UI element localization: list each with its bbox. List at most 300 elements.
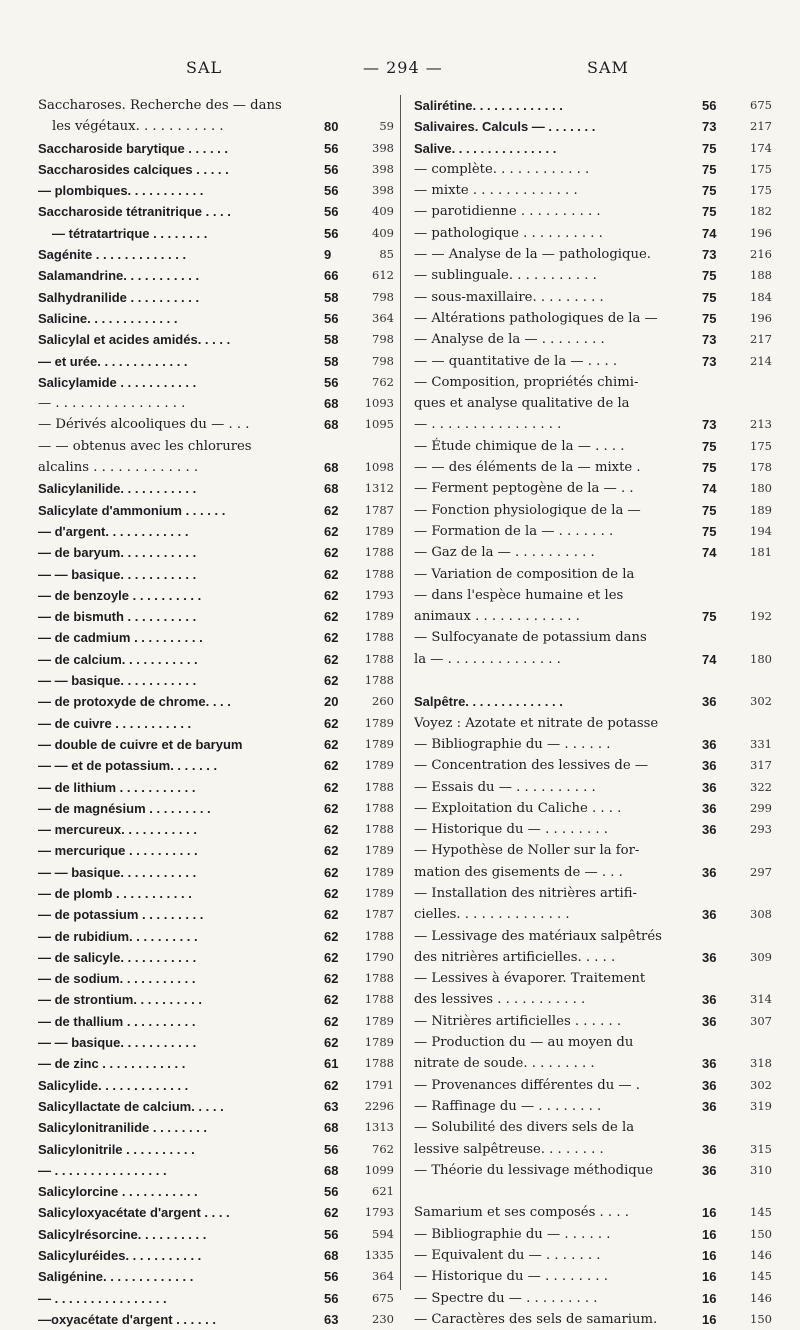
entry-label: — dans l'espèce humaine et les [414, 587, 624, 603]
entry-page: 145 [750, 1205, 772, 1220]
entry-label: — de sodium. . . . . . . . . . . [38, 971, 196, 987]
index-entry [38, 138, 393, 159]
entry-volume: 73 [702, 332, 717, 348]
entry-volume: 75 [702, 502, 717, 518]
entry-label: —oxyacétate d'argent . . . . . . [38, 1311, 216, 1327]
index-entry [38, 1053, 393, 1074]
entry-label: des nitrières artificielles. . . . . [414, 949, 616, 965]
entry-page: 2296 [364, 1098, 394, 1113]
entry-volume: 62 [324, 715, 339, 731]
entry-label: — Installation des nitrières artifi- [414, 885, 637, 901]
entry-page: 308 [750, 907, 772, 922]
entry-page: 1789 [364, 885, 394, 900]
entry-volume: 61 [324, 1056, 339, 1072]
entry-volume: 68 [324, 396, 339, 412]
entry-label: — Historique du — . . . . . . . . [414, 1269, 608, 1285]
index-entry [414, 1096, 774, 1117]
entry-label: Salivaires. Calculs — . . . . . . . [414, 119, 596, 135]
entry-volume: 74 [702, 225, 717, 241]
entry-volume: 58 [324, 353, 339, 369]
entry-volume: 63 [324, 1311, 339, 1327]
entry-page: 398 [372, 183, 394, 198]
index-entry [38, 244, 393, 265]
entry-label: — — basique. . . . . . . . . . . [38, 864, 197, 880]
entry-label: — Lessivage des matériaux salpêtrés [414, 928, 662, 944]
index-entry [414, 649, 774, 670]
index-entry [38, 393, 393, 414]
entry-page: 85 [379, 247, 394, 262]
entry-page: 1099 [364, 1162, 394, 1177]
entry-page: 675 [750, 98, 772, 112]
entry-page: 798 [372, 289, 394, 304]
index-entry [38, 968, 393, 989]
entry-page: 196 [750, 225, 772, 240]
entry-volume: 56 [324, 1141, 339, 1157]
entry-page: 1789 [364, 864, 394, 879]
entry-volume: 56 [324, 183, 339, 199]
entry-page: 1788 [364, 651, 394, 666]
index-entry [38, 95, 393, 116]
index-entry [38, 329, 393, 350]
entry-label: — de bismuth . . . . . . . . . . [38, 609, 197, 625]
entry-volume: 58 [324, 332, 339, 348]
entry-page: 364 [372, 1269, 394, 1284]
entry-page: 217 [750, 119, 772, 134]
entry-page: 150 [750, 1311, 772, 1326]
entry-volume: 75 [702, 204, 717, 220]
index-entry [414, 116, 774, 137]
entry-volume: 74 [702, 481, 717, 497]
entry-volume: 73 [702, 353, 717, 369]
entry-volume: 62 [324, 864, 339, 880]
entry-label: — de strontium. . . . . . . . . . [38, 992, 202, 1008]
index-entry [414, 1224, 774, 1245]
entry-volume: 56 [324, 374, 339, 390]
entry-volume: 62 [324, 651, 339, 667]
entry-page: 194 [750, 523, 772, 538]
entry-label: — double de cuivre et de baryum [38, 736, 243, 752]
entry-page: 188 [750, 268, 772, 283]
index-entry [414, 564, 774, 585]
index-entry [38, 798, 393, 819]
index-entry [414, 798, 774, 819]
entry-volume: 36 [702, 800, 717, 816]
entry-label: — plombiques. . . . . . . . . . . [38, 183, 204, 199]
entry-page: 1793 [364, 587, 394, 602]
index-entry [414, 265, 774, 286]
entry-label: — mixte . . . . . . . . . . . . . [414, 183, 578, 199]
entry-volume: 62 [324, 736, 339, 752]
entry-label: — Hypothèse de Noller sur la for- [414, 843, 640, 859]
entry-label: — de cadmium . . . . . . . . . . [38, 630, 203, 646]
entry-label: Salicylorcine . . . . . . . . . . . [38, 1184, 198, 1200]
entry-page: 59 [379, 119, 394, 134]
index-entry [38, 1245, 393, 1266]
entry-label: Voyez : Azotate et nitrate de potasse [414, 715, 659, 731]
entry-volume: 62 [324, 949, 339, 965]
entry-page: 196 [750, 310, 772, 325]
entry-label: Salicylanilide. . . . . . . . . . . [38, 481, 197, 497]
entry-label: les végétaux. . . . . . . . . . . [52, 119, 224, 135]
entry-page: 1789 [364, 758, 394, 773]
entry-volume: 62 [324, 523, 339, 539]
entry-label: — Essais du — . . . . . . . . . . [414, 779, 596, 795]
entry-volume: 62 [324, 822, 339, 838]
entry-volume: 75 [702, 161, 717, 177]
entry-volume: 36 [702, 1013, 717, 1029]
index-entry [38, 606, 393, 627]
entry-volume: 36 [702, 779, 717, 795]
entry-volume: 62 [324, 566, 339, 582]
header-left-term: SAL [186, 58, 223, 77]
entry-page: 1335 [364, 1248, 394, 1263]
index-entry [38, 904, 393, 925]
entry-volume: 62 [324, 587, 339, 603]
entry-page: 307 [750, 1013, 772, 1028]
entry-label: cielles. . . . . . . . . . . . . . [414, 907, 570, 923]
index-entry [38, 351, 393, 372]
index-entry [38, 734, 393, 755]
entry-volume: 16 [702, 1311, 717, 1327]
left-index-column [38, 95, 393, 1330]
index-entry [38, 989, 393, 1010]
index-entry [414, 138, 774, 159]
right-index-column [414, 95, 774, 1330]
entry-page: 621 [372, 1184, 394, 1199]
index-entry [414, 180, 774, 201]
entry-page: 309 [750, 949, 772, 964]
entry-volume: 62 [324, 1013, 339, 1029]
entry-volume: 56 [324, 1290, 339, 1306]
entry-volume: 36 [702, 694, 717, 710]
entry-label: mation des gisements de — . . . [414, 864, 623, 880]
entry-page: 1312 [364, 481, 394, 496]
entry-label: — parotidienne . . . . . . . . . . [414, 204, 601, 220]
entry-label: Salicyloxyacétate d'argent . . . . [38, 1205, 230, 1221]
entry-label: — de benzoyle . . . . . . . . . . [38, 587, 202, 603]
index-entry [38, 1181, 393, 1202]
entry-volume: 68 [324, 460, 339, 476]
entry-volume: 74 [702, 545, 717, 561]
entry-volume: 68 [324, 417, 339, 433]
entry-volume: 62 [324, 609, 339, 625]
entry-page: 178 [750, 460, 772, 475]
entry-volume: 75 [702, 460, 717, 476]
index-entry [414, 372, 774, 393]
index-entry [38, 627, 393, 648]
index-entry [414, 734, 774, 755]
index-entry [38, 372, 393, 393]
index-entry [38, 159, 393, 180]
entry-page: 175 [750, 438, 772, 453]
entry-page: 192 [750, 609, 772, 624]
entry-volume: 36 [702, 949, 717, 965]
entry-page: 1788 [364, 822, 394, 837]
entry-label: — Variation de composition de la [414, 566, 635, 582]
index-entry [414, 1202, 774, 1223]
entry-label: — Théorie du lessivage méthodique [414, 1162, 654, 1178]
entry-page: 1788 [364, 992, 394, 1007]
entry-volume: 75 [702, 140, 717, 156]
index-entry [414, 1053, 774, 1074]
index-entry [38, 1266, 393, 1287]
index-entry [38, 201, 393, 222]
index-entry [38, 1224, 393, 1245]
entry-label: — Lessives à évaporer. Traitement [414, 971, 646, 987]
entry-label: — Historique du — . . . . . . . . [414, 822, 608, 838]
entry-label: — pathologique . . . . . . . . . . [414, 225, 603, 241]
index-entry [38, 755, 393, 776]
entry-label: Salive. . . . . . . . . . . . . . . [414, 140, 557, 156]
entry-label: — — Analyse de la — pathologique. [414, 247, 651, 263]
index-entry [38, 265, 393, 286]
entry-volume: 62 [324, 1077, 339, 1093]
index-entry [414, 1139, 774, 1160]
entry-label: — de rubidium. . . . . . . . . . [38, 928, 198, 944]
index-entry [38, 414, 393, 435]
page-header [0, 58, 800, 82]
entry-page: 302 [750, 694, 772, 709]
index-entry [38, 457, 393, 478]
entry-volume: 68 [324, 1248, 339, 1264]
entry-volume: 75 [702, 523, 717, 539]
entry-label: — Formation de la — . . . . . . . [414, 523, 614, 539]
index-entry [414, 223, 774, 244]
entry-label: — Dérivés alcooliques du — . . . [38, 417, 250, 433]
entry-volume: 80 [324, 119, 339, 135]
index-entry [38, 1117, 393, 1138]
entry-page: 612 [372, 268, 394, 283]
entry-volume: 56 [324, 1226, 339, 1242]
index-entry [414, 840, 774, 861]
entry-label: Salhydranilide . . . . . . . . . . [38, 289, 200, 305]
entry-page: 181 [750, 545, 772, 560]
entry-label: — mercureux. . . . . . . . . . . [38, 822, 197, 838]
entry-label: Salicylonitranilide . . . . . . . . [38, 1120, 208, 1136]
entry-page: 1789 [364, 1035, 394, 1050]
entry-volume: 73 [702, 417, 717, 433]
entry-label: Saccharoses. Recherche des — dans [38, 98, 282, 113]
entry-label: nitrate de soude. . . . . . . . . [414, 1056, 595, 1072]
entry-page: 1098 [364, 460, 394, 475]
index-entry [38, 500, 393, 521]
entry-volume: 9 [324, 247, 332, 263]
index-entry [38, 926, 393, 947]
entry-volume: 56 [324, 225, 339, 241]
entry-page: 1789 [364, 843, 394, 858]
index-entry [38, 1096, 393, 1117]
entry-page: 1788 [364, 630, 394, 645]
entry-label: — de baryum. . . . . . . . . . . [38, 545, 197, 561]
entry-volume: 36 [702, 1141, 717, 1157]
entry-volume: 75 [702, 289, 717, 305]
entry-label: — — quantitative de la — . . . . [414, 353, 618, 369]
entry-page: 1095 [364, 417, 394, 432]
index-entry [414, 691, 774, 712]
entry-label: Salicylonitrile . . . . . . . . . . [38, 1141, 195, 1157]
index-entry [414, 862, 774, 883]
entry-volume: 16 [702, 1205, 717, 1221]
index-entry [414, 351, 774, 372]
entry-label: Salicylide. . . . . . . . . . . . . [38, 1077, 189, 1093]
entry-volume: 58 [324, 289, 339, 305]
entry-page: 146 [750, 1290, 772, 1305]
entry-label: — Equivalent du — . . . . . . . [414, 1248, 601, 1264]
entry-volume: 16 [702, 1226, 717, 1242]
section-gap [414, 670, 774, 691]
entry-page: 310 [750, 1162, 772, 1177]
entry-label: — Raffinage du — . . . . . . . . [414, 1098, 602, 1114]
index-entry [38, 116, 393, 137]
entry-page: 1787 [364, 907, 394, 922]
index-entry [414, 713, 774, 734]
entry-page: 1789 [364, 736, 394, 751]
entry-label: — Ferment peptogène de la — . . [414, 481, 634, 497]
entry-page: 174 [750, 140, 772, 155]
entry-page: 398 [372, 161, 394, 176]
index-entry [414, 1309, 774, 1330]
index-entry [38, 819, 393, 840]
entry-label: Salicylate d'ammonium . . . . . . [38, 502, 226, 518]
index-entry [38, 223, 393, 244]
entry-volume: 62 [324, 758, 339, 774]
entry-volume: 36 [702, 907, 717, 923]
entry-label: — de calcium. . . . . . . . . . . [38, 651, 198, 667]
entry-page: 798 [372, 353, 394, 368]
index-entry [38, 1309, 393, 1330]
entry-label: Salicylamide . . . . . . . . . . . [38, 374, 197, 390]
index-entry [38, 564, 393, 585]
entry-page: 364 [372, 310, 394, 325]
entry-page: 297 [750, 864, 772, 879]
entry-label: — tétratartrique . . . . . . . . [52, 225, 208, 241]
entry-label: Salamandrine. . . . . . . . . . . [38, 268, 200, 284]
index-entry [414, 542, 774, 563]
entry-volume: 36 [702, 1098, 717, 1114]
index-entry [38, 180, 393, 201]
entry-label: Salicylal et acides amidés. . . . . [38, 332, 231, 348]
index-entry [414, 159, 774, 180]
entry-page: 189 [750, 502, 772, 517]
entry-page: 1093 [364, 396, 394, 411]
entry-page: 1789 [364, 1013, 394, 1028]
entry-label: — — basique. . . . . . . . . . . [38, 673, 197, 689]
entry-label: Salicylrésorcine. . . . . . . . . . [38, 1226, 207, 1242]
index-entry [414, 308, 774, 329]
entry-page: 1788 [364, 971, 394, 986]
entry-label: Salicyluréides. . . . . . . . . . . [38, 1248, 202, 1264]
entry-label: — de lithium . . . . . . . . . . . [38, 779, 196, 795]
entry-label: — de potassium . . . . . . . . . [38, 907, 204, 923]
index-entry [414, 1032, 774, 1053]
entry-label: — Composition, propriétés chimi- [414, 374, 639, 390]
entry-page: 1788 [364, 779, 394, 794]
entry-page: 146 [750, 1248, 772, 1263]
entry-page: 213 [750, 417, 772, 432]
entry-label: — sublinguale. . . . . . . . . . . [414, 268, 597, 284]
index-entry [38, 308, 393, 329]
entry-label: — Altérations pathologiques de la — [414, 310, 658, 326]
entry-volume: 62 [324, 673, 339, 689]
index-entry [38, 862, 393, 883]
entry-volume: 20 [324, 694, 339, 710]
index-entry [414, 627, 774, 648]
index-entry [38, 478, 393, 499]
entry-page: 398 [372, 140, 394, 155]
entry-volume: 68 [324, 481, 339, 497]
entry-page: 1789 [364, 609, 394, 624]
entry-page: 302 [750, 1077, 772, 1092]
entry-label: — Bibliographie du — . . . . . . [414, 736, 611, 752]
entry-label: — de zinc . . . . . . . . . . . . [38, 1056, 186, 1072]
entry-page: 317 [750, 758, 772, 773]
index-entry [38, 649, 393, 670]
entry-label: — — obtenus avec les chlorures [38, 438, 252, 454]
entry-volume: 75 [702, 268, 717, 284]
index-entry [38, 1139, 393, 1160]
index-entry [38, 777, 393, 798]
entry-page: 1313 [364, 1120, 394, 1135]
entry-label: — Étude chimique de la — . . . . [414, 438, 625, 454]
entry-label: Salicyllactate de calcium. . . . . [38, 1098, 224, 1114]
entry-page: 409 [372, 225, 394, 240]
entry-page: 1788 [364, 673, 394, 688]
entry-volume: 36 [702, 1056, 717, 1072]
entry-label: — et urée. . . . . . . . . . . . . [38, 353, 188, 369]
entry-label: — mercurique . . . . . . . . . . [38, 843, 198, 859]
index-entry [414, 1160, 774, 1181]
entry-label: Salirétine. . . . . . . . . . . . . [414, 98, 563, 113]
entry-page: 230 [372, 1311, 394, 1326]
entry-page: 331 [750, 736, 772, 751]
entry-volume: 62 [324, 800, 339, 816]
column-divider [400, 95, 401, 1290]
entry-label: — Exploitation du Caliche . . . . [414, 800, 622, 816]
entry-label: des lessives . . . . . . . . . . . [414, 992, 586, 1008]
entry-volume: 62 [324, 971, 339, 987]
index-entry [414, 521, 774, 542]
index-entry [414, 883, 774, 904]
entry-volume: 62 [324, 992, 339, 1008]
entry-label: — Gaz de la — . . . . . . . . . . [414, 545, 595, 561]
entry-label: Sagénite . . . . . . . . . . . . . [38, 247, 187, 263]
entry-label: alcalins . . . . . . . . . . . . . [38, 460, 199, 476]
index-entry [414, 904, 774, 925]
index-entry [414, 500, 774, 521]
entry-label: — . . . . . . . . . . . . . . . . [38, 1162, 167, 1178]
entry-volume: 62 [324, 502, 339, 518]
entry-label: — de magnésium . . . . . . . . . [38, 800, 211, 816]
entry-label: — complète. . . . . . . . . . . . [414, 161, 590, 177]
index-entry [38, 1288, 393, 1309]
index-entry [38, 670, 393, 691]
entry-volume: 73 [702, 119, 717, 135]
entry-volume: 74 [702, 651, 717, 667]
entry-volume: 62 [324, 1035, 339, 1051]
index-entry [414, 947, 774, 968]
index-entry [38, 436, 393, 457]
page-number: — 294 — [363, 58, 443, 77]
entry-page: 182 [750, 204, 772, 219]
entry-label: — Production du — au moyen du [414, 1035, 634, 1051]
entry-label: Salpêtre. . . . . . . . . . . . . . [414, 694, 563, 710]
index-entry [414, 755, 774, 776]
entry-label: — . . . . . . . . . . . . . . . . [38, 1290, 167, 1306]
entry-volume: 36 [702, 758, 717, 774]
entry-volume: 36 [702, 992, 717, 1008]
entry-volume: 62 [324, 1205, 339, 1221]
entry-volume: 36 [702, 1162, 717, 1178]
